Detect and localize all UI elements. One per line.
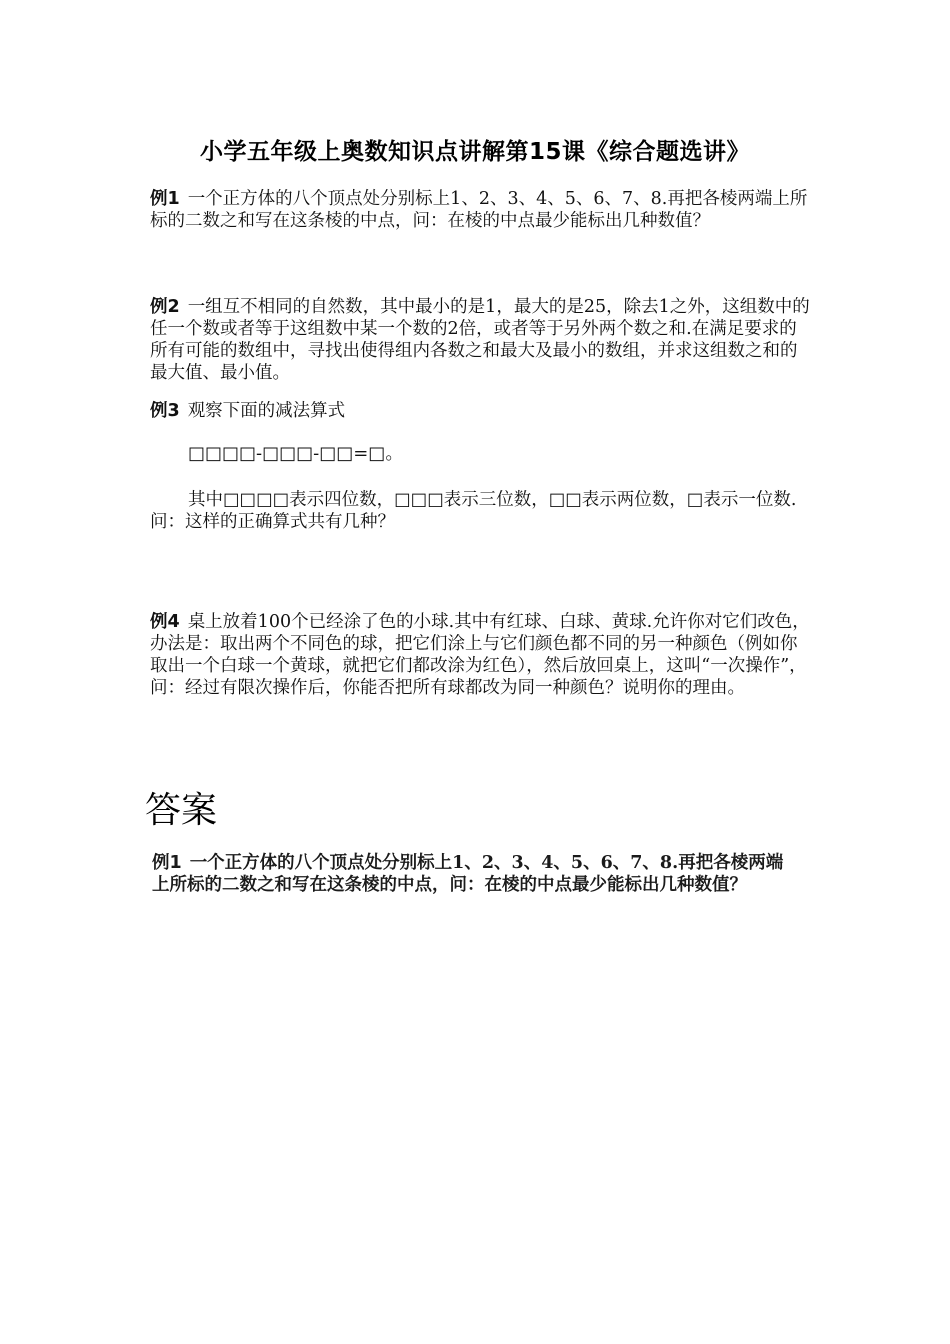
- answer-text: 一个正方体的八个顶点处分别标上1、2、3、4、5、6、7、8.再把各棱两端上所标的二数之和写在这条棱的中点，问：在棱的中点最少能标出几种数值？: [152, 853, 784, 895]
- example-text: 一组互不相同的自然数，其中最小的是1，最大的是25，除去1之外，这组数中的任一个数或者等于这组数中某一个数的2倍，或者等于另外两个数之和.在满足要求的所有可能的数组中，寻找出使得组内各数之和最大及最小的数组，并求这组数之和的最大值、最小值。: [150, 297, 810, 383]
- example-2: [150, 296, 810, 384]
- example-text: 一个正方体的八个顶点处分别标上1、2、3、4、5、6、7、8.再把各棱两端上所标的二数之和写在这条棱的中点，问：在棱的中点最少能标出几种数值？: [150, 189, 808, 231]
- example-text: 观察下面的减法算式: [187, 401, 346, 421]
- example-label: 例1: [150, 189, 180, 209]
- example-label: 例4: [150, 612, 180, 632]
- example-text: 桌上放着100个已经涂了色的小球.其中有红球、白球、黄球.允许你对它们改色，办法是：取出两个不同色的球，把它们涂上与它们颜色都不同的另一种颜色（例如你取出一个白球一个黄球，就把它们都改涂为红色），然后放回桌上，这叫“一次操作”，问：经过有限次操作后，你能否把所有球都改为同一种颜色？说明你的理由。: [150, 612, 810, 698]
- page-title: 小学五年级上奥数知识点讲解第15课《综合题选讲》: [199, 139, 750, 165]
- example-4: [150, 611, 810, 699]
- example-3-note: [150, 489, 810, 533]
- subtraction-formula: □□□□-□□□-□□=□。: [188, 443, 404, 464]
- example-note-text: 其中□□□□表示四位数，□□□表示三位数，□□表示两位数，□表示一位数.问：这样的正确算式共有几种？: [150, 490, 797, 532]
- example-label: 例3: [150, 401, 180, 421]
- answer-example-1: [152, 852, 792, 896]
- example-label: 例2: [150, 297, 180, 317]
- example-1: [150, 188, 810, 232]
- answer-heading: 答案: [145, 790, 218, 831]
- answer-label: 例1: [152, 853, 182, 873]
- example-3: [150, 400, 810, 422]
